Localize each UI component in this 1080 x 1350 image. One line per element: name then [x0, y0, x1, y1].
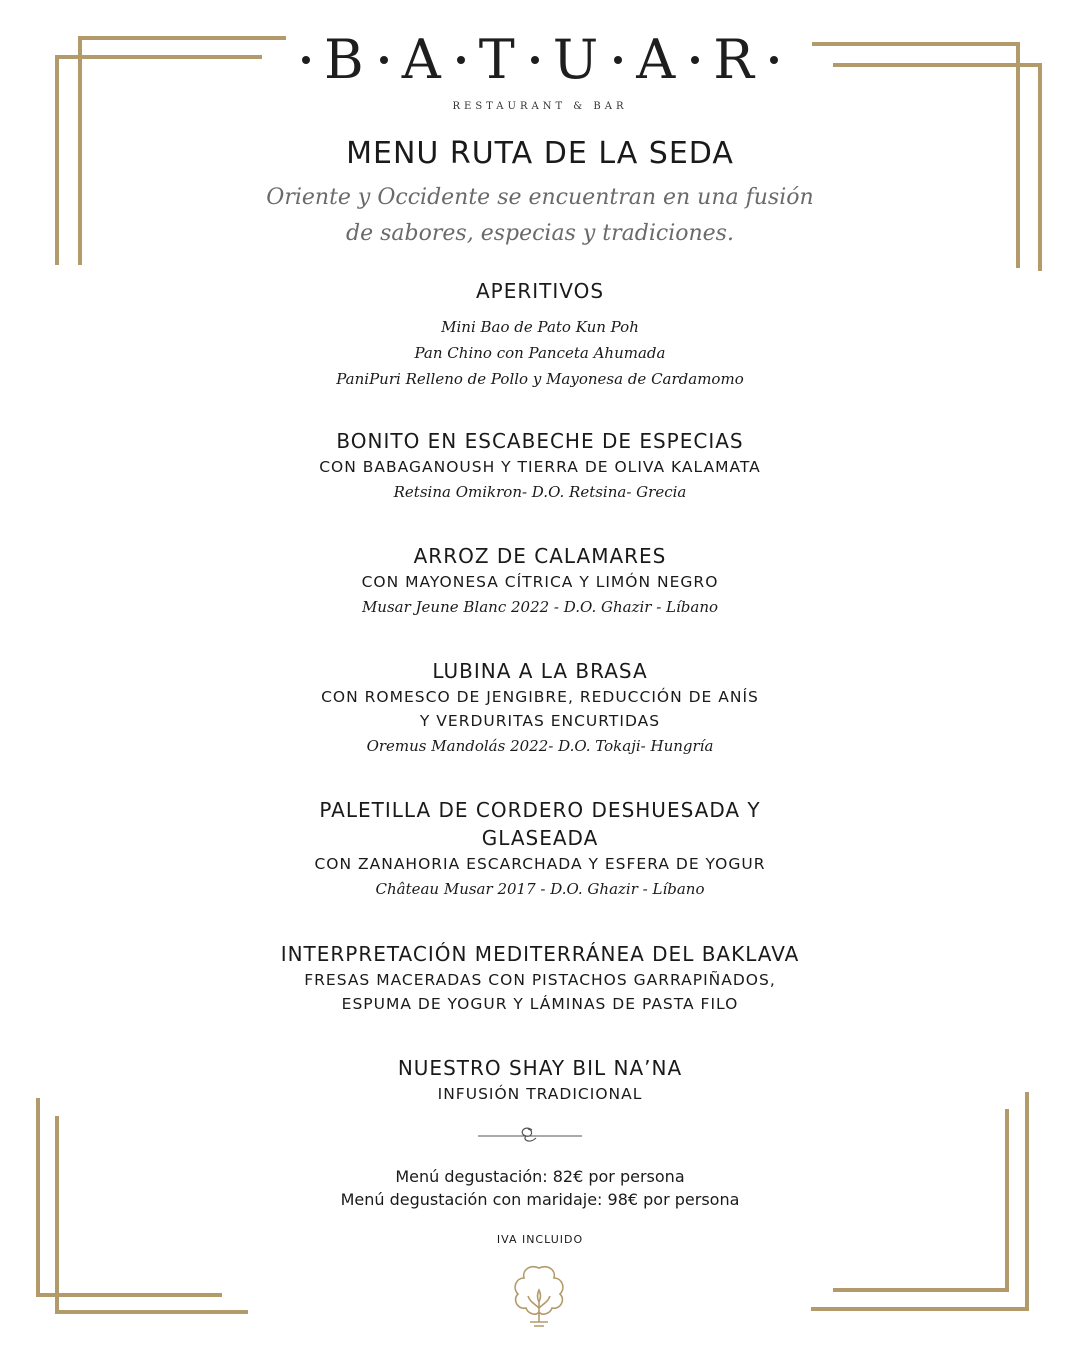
course-detail: CON ZANAHORIA ESCARCHADA Y ESFERA DE YOGUR — [314, 855, 766, 873]
course-title: BONITO EN ESCABECHE DE ESPECIAS — [336, 429, 744, 453]
course-block — [0, 542, 1080, 620]
course-title: GLASEADA — [481, 826, 599, 850]
course-block — [0, 657, 1080, 759]
wine-pairing: Oremus Mandolás 2022- D.O. Tokaji- Hungría — [366, 737, 714, 755]
course-title: PALETILLA DE CORDERO DESHUESADA Y — [319, 798, 761, 822]
tree-logo-icon — [508, 1262, 570, 1334]
course-detail: INFUSIÓN TRADICIONAL — [437, 1085, 643, 1103]
course-detail: CON ROMESCO DE JENGIBRE, REDUCCIÓN DE ANÍS — [321, 688, 759, 706]
aperitivo-item: Pan Chino con Panceta Ahumada — [414, 344, 666, 362]
aperitivo-item: PaniPuri Relleno de Pollo y Mayonesa de Cardamomo — [336, 370, 744, 388]
wine-pairing: Retsina Omikron- D.O. Retsina- Grecia — [393, 483, 687, 501]
tax-note: IVA INCLUIDO — [496, 1233, 584, 1246]
section-heading: APERITIVOS — [475, 279, 605, 303]
tasting-price: Menú degustación: 82€ por persona — [395, 1167, 685, 1186]
course-title: INTERPRETACIÓN MEDITERRÁNEA DEL BAKLAVA — [280, 942, 800, 966]
course-detail: CON MAYONESA CÍTRICA Y LIMÓN NEGRO — [361, 573, 719, 591]
menu-intro — [0, 180, 1080, 252]
section-aperitivos — [0, 277, 1080, 392]
swirl-divider-icon — [478, 1122, 582, 1146]
course-detail: CON BABAGANOUSH Y TIERRA DE OLIVA KALAMATA — [319, 458, 761, 476]
brand-subtitle: RESTAURANT & BAR — [452, 101, 628, 112]
course-detail: Y VERDURITAS ENCURTIDAS — [419, 712, 661, 730]
pricing-block — [0, 1165, 1080, 1211]
wine-pairing: Château Musar 2017 - D.O. Ghazir - Líbano — [375, 880, 705, 898]
intro-line: Oriente y Occidente se encuentran en una fusión — [266, 185, 814, 210]
course-detail: FRESAS MACERADAS CON PISTACHOS GARRAPIÑADOS, — [304, 971, 776, 989]
course-block — [0, 796, 1080, 902]
aperitivo-item: Mini Bao de Pato Kun Poh — [441, 318, 639, 336]
course-title: ARROZ DE CALAMARES — [413, 544, 667, 568]
menu-title: MENU RUTA DE LA SEDA — [346, 136, 734, 171]
course-title: LUBINA A LA BRASA — [432, 659, 648, 683]
brand-logo: B A T U A R — [0, 28, 1080, 91]
course-block — [0, 1054, 1080, 1106]
pairing-price: Menú degustación con maridaje: 98€ por persona — [340, 1190, 740, 1209]
course-block — [0, 940, 1080, 1016]
course-detail: ESPUMA DE YOGUR Y LÁMINAS DE PASTA FILO — [341, 995, 739, 1013]
course-title: NUESTRO SHAY BIL NA’NA — [397, 1056, 683, 1080]
intro-line: de sabores, especias y tradiciones. — [346, 221, 734, 246]
course-block — [0, 427, 1080, 505]
wine-pairing: Musar Jeune Blanc 2022 - D.O. Ghazir - Líbano — [361, 598, 719, 616]
